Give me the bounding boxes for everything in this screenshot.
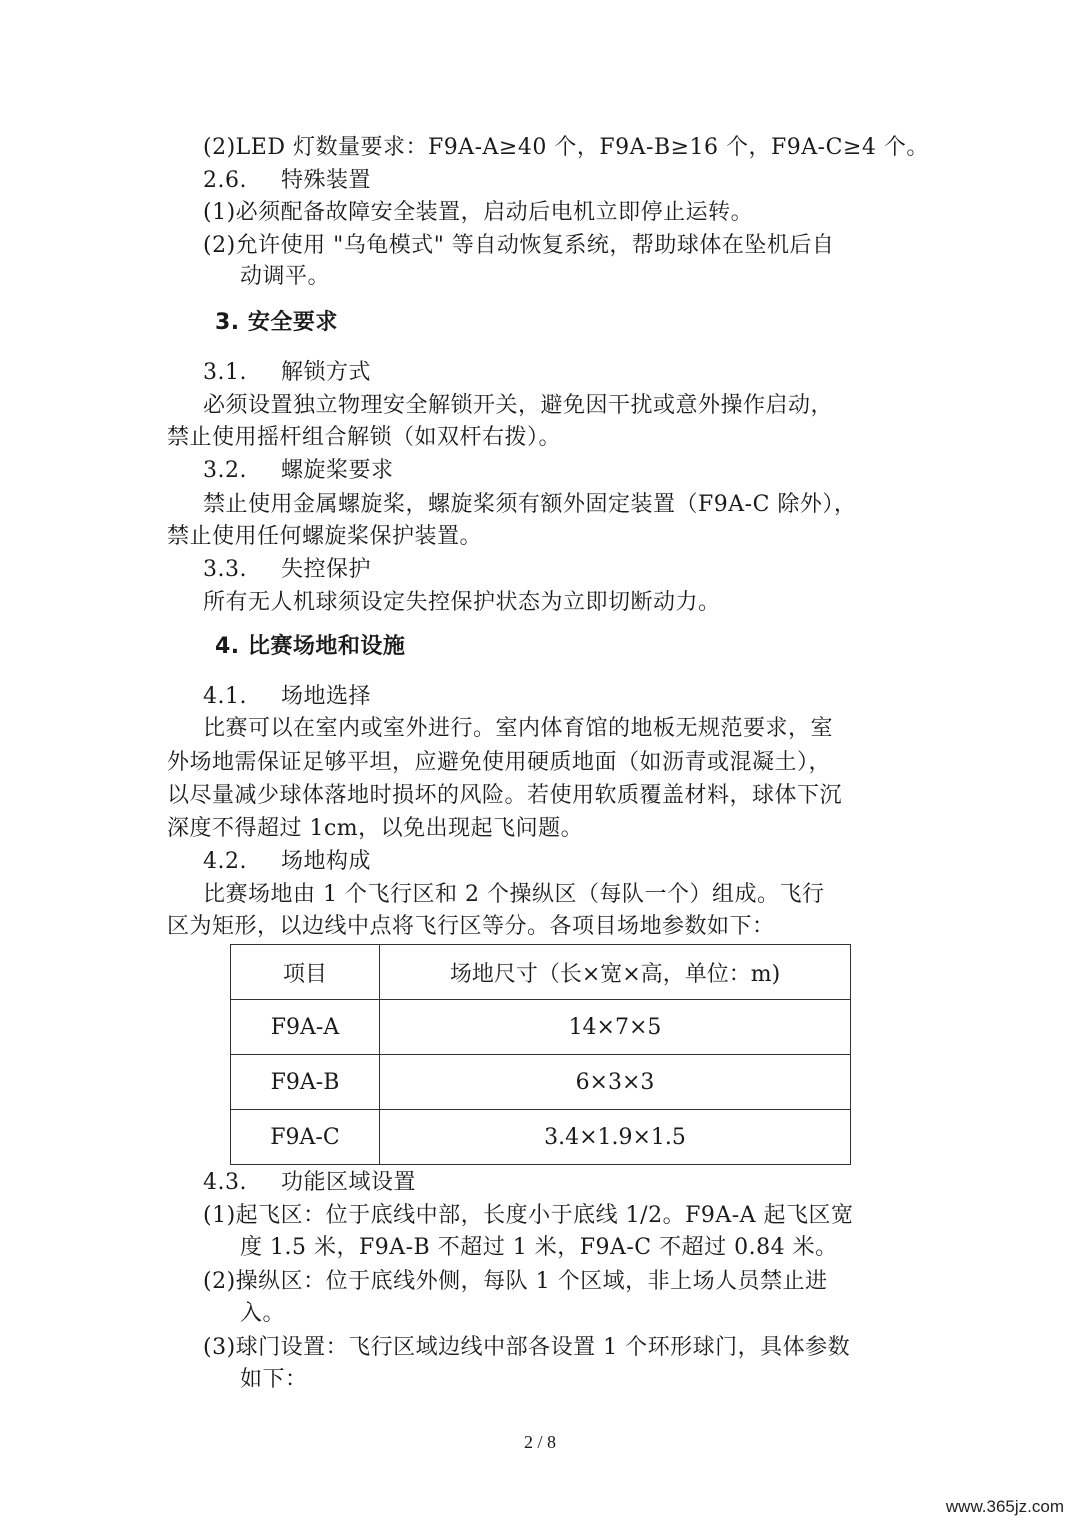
text-line: 动调平。 (240, 264, 331, 289)
text-line: (1)必须配备故障安全装置，启动后电机立即停止运转。 (203, 200, 754, 225)
section-heading: 4. 比赛场地和设施 (215, 634, 406, 659)
text-line: 外场地需保证足够平坦，应避免使用硬质地面（如沥青或混凝土）， (167, 750, 832, 775)
text-line: 所有无人机球须设定失控保护状态为立即切断动力。 (203, 590, 721, 615)
subsection-heading: 4.3. 功能区域设置 (203, 1170, 417, 1195)
text-line: 度 1.5 米，F9A-B 不超过 1 米，F9A-C 不超过 0.84 米。 (240, 1235, 838, 1260)
watermark: www.365jz.com (945, 1497, 1064, 1516)
subsection-heading: 3.3. 失控保护 (203, 557, 372, 582)
text-line: (2)操纵区：位于底线外侧，每队 1 个区域，非上场人员禁止进 (203, 1269, 828, 1294)
text-line: 深度不得超过 1cm，以免出现起飞问题。 (167, 816, 584, 841)
table-cell: 14×7×5 (380, 1000, 851, 1055)
subsection-heading: 4.1. 场地选择 (203, 684, 372, 709)
section-heading: 3. 安全要求 (215, 310, 338, 335)
subsection-heading: 4.2. 场地构成 (203, 849, 372, 874)
table-cell: 3.4×1.9×1.5 (380, 1110, 851, 1165)
text-line: 以尽量减少球体落地时损坏的风险。若使用软质覆盖材料，球体下沉 (167, 783, 843, 808)
table-row (231, 1110, 851, 1165)
page-number: 2 / 8 (523, 1432, 556, 1452)
text-line: 区为矩形，以边线中点将飞行区等分。各项目场地参数如下： (167, 914, 775, 939)
text-line: 必须设置独立物理安全解锁开关，避免因干扰或意外操作启动， (203, 393, 834, 418)
text-line: 入。 (240, 1301, 286, 1326)
table-cell: 6×3×3 (380, 1055, 851, 1110)
table-row (231, 1000, 851, 1055)
text-line: 如下： (240, 1367, 308, 1392)
text-line: (3)球门设置：飞行区域边线中部各设置 1 个环形球门，具体参数 (203, 1335, 851, 1360)
table-row (231, 1055, 851, 1110)
table-header-cell: 项目 (231, 945, 380, 1000)
text-line: (2)LED 灯数量要求：F9A-A≥40 个，F9A-B≥16 个，F9A-C≥4 个。 (203, 135, 929, 160)
text-line: (2)允许使用 "乌龟模式" 等自动恢复系统，帮助球体在坠机后自 (203, 233, 835, 258)
text-line: 禁止使用摇杆组合解锁（如双杆右拨）。 (167, 425, 562, 450)
table-header-row (231, 945, 851, 1000)
text-line: 禁止使用金属螺旋桨，螺旋桨须有额外固定装置（F9A-C 除外）， (203, 492, 857, 517)
text-line: 比赛可以在室内或室外进行。室内体育馆的地板无规范要求，室 (203, 716, 834, 741)
subsection-heading: 3.1. 解锁方式 (203, 360, 372, 385)
venue-size-table (230, 944, 851, 1165)
subsection-heading: 2.6. 特殊装置 (203, 168, 372, 193)
table-header-cell: 场地尺寸（长×宽×高，单位：m) (380, 945, 851, 1000)
text-line: 比赛场地由 1 个飞行区和 2 个操纵区（每队一个）组成。飞行 (203, 882, 825, 907)
table-cell: F9A-C (231, 1110, 380, 1165)
table-cell: F9A-A (231, 1000, 380, 1055)
table-cell: F9A-B (231, 1055, 380, 1110)
text-line: 禁止使用任何螺旋桨保护装置。 (167, 524, 483, 549)
subsection-heading: 3.2. 螺旋桨要求 (203, 458, 394, 483)
text-line: (1)起飞区：位于底线中部，长度小于底线 1/2。F9A-A 起飞区宽 (203, 1203, 854, 1228)
